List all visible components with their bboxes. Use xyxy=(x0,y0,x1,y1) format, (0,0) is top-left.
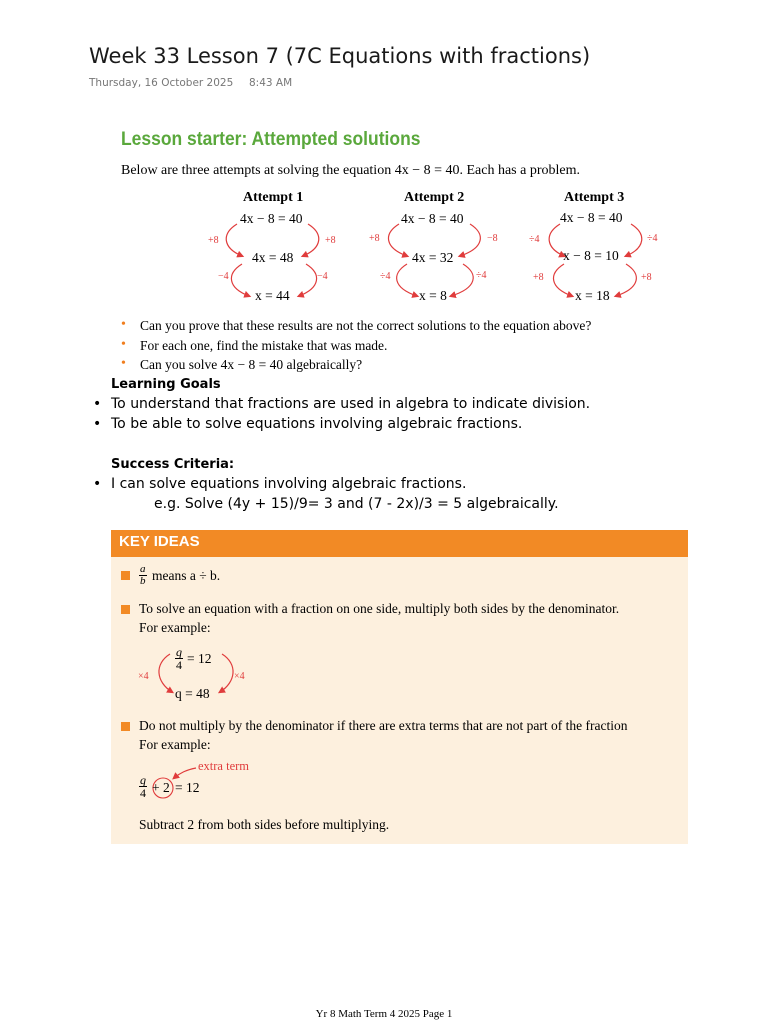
starter-questions xyxy=(121,318,591,377)
starter-heading: Lesson starter: Attempted solutions xyxy=(121,129,421,150)
attempt-1-op-right-1: +8 xyxy=(325,235,336,246)
idea3-rhs: = 12 xyxy=(175,780,200,795)
idea2-result: q = 48 xyxy=(175,686,210,701)
attempt-2-op-left-2: ÷4 xyxy=(380,271,391,282)
idea3-note: extra term xyxy=(198,759,250,773)
idea3-after: Subtract 2 from both sides before multiplying. xyxy=(139,817,390,832)
page-footer: Yr 8 Math Term 4 2025 Page 1 xyxy=(315,1008,453,1020)
idea1-fraction xyxy=(139,564,147,587)
idea1-denominator: b xyxy=(140,575,146,587)
page-date: Thursday, 16 October 2025 xyxy=(89,77,234,89)
idea2-denominator: 4 xyxy=(176,658,182,672)
attempt-1-op-left-1: +8 xyxy=(208,235,219,246)
idea3-fraction xyxy=(139,774,147,799)
page-title: Week 33 Lesson 7 (7C Equations with fractions) xyxy=(89,44,591,68)
learning-goal: • To be able to solve equations involving algebraic fractions. xyxy=(111,416,522,432)
attempt-1-line3: x = 44 xyxy=(255,288,290,303)
attempt-3-line2: x − 8 = 10 xyxy=(563,248,619,263)
starter-question: • Can you solve 4x − 8 = 40 algebraically? xyxy=(121,357,591,377)
attempt-2-line3: x = 8 xyxy=(419,288,447,303)
idea1-text: means a ÷ b. xyxy=(152,568,221,583)
page-time: 8:43 AM xyxy=(249,77,293,89)
learning-goals-heading: Learning Goals xyxy=(111,377,221,392)
key-ideas-title: KEY IDEAS xyxy=(119,533,200,550)
learning-goal: • To understand that fractions are used in algebra to indicate division. xyxy=(111,396,590,412)
idea2-op-right: ×4 xyxy=(234,671,245,682)
idea3-numerator: q xyxy=(140,773,146,787)
idea2-numerator: q xyxy=(176,645,182,659)
attempt-1-line1: 4x − 8 = 40 xyxy=(240,211,303,226)
idea2-rhs: = 12 xyxy=(187,651,212,666)
starter-question: • Can you prove that these results are not the correct solutions to the equation above? xyxy=(121,318,591,338)
attempt-1-line2: 4x = 48 xyxy=(252,250,294,265)
attempt-3-line1: 4x − 8 = 40 xyxy=(560,210,623,225)
attempt-1-op-left-2: −4 xyxy=(218,271,229,282)
success-criterion: • I can solve equations involving algebraic fractions. xyxy=(111,476,466,492)
attempt-3-op-right-1: ÷4 xyxy=(647,233,658,244)
idea2-example-label: For example: xyxy=(139,620,211,635)
attempt-3-op-left-2: +8 xyxy=(533,272,544,283)
attempt-2-op-right-2: ÷4 xyxy=(476,270,487,281)
idea2-op-left: ×4 xyxy=(138,671,149,682)
attempt-3-op-right-2: +8 xyxy=(641,272,652,283)
idea3-denominator: 4 xyxy=(140,786,146,800)
success-example: e.g. Solve (4y + 15)/9= 3 and (7 - 2x)/3 = 5 algebraically. xyxy=(154,496,559,512)
attempt-3-line3: x = 18 xyxy=(575,288,610,303)
idea1-numerator: a xyxy=(140,563,146,575)
bullet-square xyxy=(121,722,130,731)
bullet-square xyxy=(121,571,130,580)
attempt-2-line2: 4x = 32 xyxy=(412,250,454,265)
attempt-3-label: Attempt 3 xyxy=(564,190,625,205)
attempt-1-op-right-2: −4 xyxy=(317,271,328,282)
success-criteria-heading: Success Criteria: xyxy=(111,457,235,472)
attempt-3-op-left-1: ÷4 xyxy=(529,234,540,245)
bullet-square xyxy=(121,605,130,614)
attempt-2-line1: 4x − 8 = 40 xyxy=(401,211,464,226)
idea2-text: To solve an equation with a fraction on one side, multiply both sides by the denominator. xyxy=(139,601,620,616)
attempt-2-op-right-1: −8 xyxy=(487,233,498,244)
starter-question: • For each one, find the mistake that was made. xyxy=(121,338,591,358)
idea2-fraction xyxy=(175,646,183,671)
idea3-text: Do not multiply by the denominator if there are extra terms that are not part of the fraction xyxy=(139,718,628,733)
attempt-1-label: Attempt 1 xyxy=(243,190,304,205)
starter-intro: Below are three attempts at solving the equation 4x − 8 = 40. Each has a problem. xyxy=(121,163,580,178)
attempt-2-label: Attempt 2 xyxy=(404,190,465,205)
attempt-2-op-left-1: +8 xyxy=(369,233,380,244)
idea3-extra-term: + 2 xyxy=(152,780,170,795)
idea3-example-label: For example: xyxy=(139,737,211,752)
